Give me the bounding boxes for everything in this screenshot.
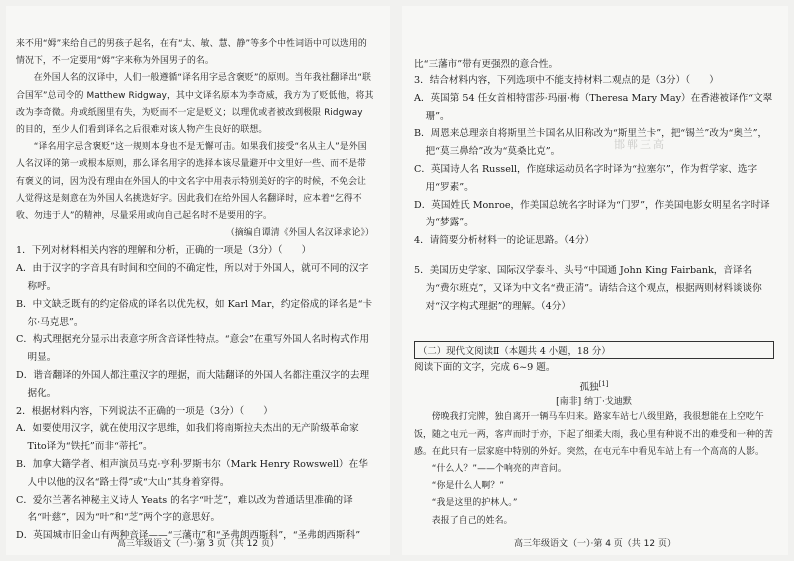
question-2-option-b: B．加拿大籍学者、相声演员马克·亨利·罗斯韦尔（Mark Henry Rowswell）在华人中以他的汉名“路士得”或“大山”其身着穿得。 — [16, 459, 368, 488]
question-2-option-d: D．英国城市旧金山有两种音译——“三藩市”和“圣弗朗西斯科”，“圣弗朗西斯科” — [16, 530, 361, 542]
story-author: [南非] 纳丁·戈迪默 — [556, 397, 632, 408]
bleed-through-watermark: 邯郸三高 — [614, 138, 666, 151]
source-citation: （摘编自谭清《外国人名汉译求论》） — [225, 228, 374, 239]
exam-page-left — [6, 6, 390, 555]
exam-page-right — [402, 6, 788, 555]
question-1-option-c: C．构式理据充分显示出表意字所含音译性特点。“意会”在重写外国人名时构式作用明显。 — [16, 334, 369, 364]
question-3-option-b: B．周恩来总理亲自将斯里兰卡国名从旧称改为“斯里兰卡”，把“锡兰”改为“奥兰”，把“莫三鼻给”改为“莫桑比克”。 — [414, 128, 768, 158]
page-footer-right: 高三年级语文（一）·第 4 页（共 12 页） — [514, 539, 676, 549]
section-instructions: 阅读下面的文字，完成 6~9 题。 — [414, 362, 556, 374]
continued-option-text: 比“三藩市”带有更强烈的意合性。 — [414, 59, 559, 70]
story-paragraph-3: “你是什么人啊？” — [431, 481, 505, 492]
story-paragraph-2: “什么人？”——个响亮的声音问。 — [431, 463, 567, 474]
question-1-stem: 1．下列对材料相关内容的理解和分析，正确的一项是（3分）（ ） — [16, 245, 312, 257]
question-1-option-d: D．谐音翻译的外国人都注重汉字的理据，而大陆翻译的外国人名都注重汉字的去理据化。 — [16, 370, 370, 399]
section-header: （二）现代文阅读Ⅱ（本题共 4 小题，18 分） — [414, 341, 774, 359]
question-1-option-b: B．中文缺乏既有的约定俗成的译名以优先权，如 Karl Mar，约定俗成的译名是“卡尔·马克思”。 — [16, 298, 373, 328]
question-1-option-a: A．由于汉字的字音具有时间和空间的不确定性，所以对于外国人，就可不同的汉字称呼。 — [16, 263, 369, 293]
question-5: 5．美国历史学家、国际汉学泰斗、头号“中国通 John King Fairbank，音译名为“费尔班克”，又译为中文名“费正清”。请结合这个观点，根据两则材料谈谈你对“汉字构式理据”的理解。（4分） — [414, 264, 762, 312]
page-footer-left: 高三年级语文（一）·第 3 页（共 12 页） — [117, 539, 279, 549]
story-title-text: 孤独 — [579, 382, 599, 394]
question-4: 4．请简要分析材料一的论证思路。（4分） — [414, 235, 595, 247]
question-2-option-c: C．爱尔兰著名神秘主义诗人 Yeats 的名字“叶芝”，难以改为普通话里准确的译名“叶慈”，因为“叶”和“芝”两个字的意思好。 — [16, 494, 353, 524]
intro-paragraph-3: “译名用字忌含褒贬”这一规则本身也不是无懈可击。如果我们接受“名从主人”是外国人名汉译的第一或根本原则，那么译名用字的选择本该尽量避开中文里好一些、而不是带有褒义的词，因为没有理由在外国人的中文名字中用表示特别美好的字的时候，不免会让人觉得这是刻意在为外国人名挑选好字。因此我们在给外国人名翻译时，应本着“乞得不收、勿违于人”的精神，尽量采用或向自己起名时不是要用的字。 — [16, 142, 367, 222]
intro-paragraph-1: 来不用“姆”来给自己的男孩子起名，在有“太、敏、慧、静”等多个中性词语中可以选用的情况下，不一定要用“姆”字来称为外国男子的名。 — [16, 39, 367, 67]
story-paragraph-5: 表报了自己的姓名。 — [431, 515, 513, 526]
story-title — [414, 377, 774, 395]
question-3-stem: 3．结合材料内容，下列选项中不能支持材料二观点的是（3分）（ ） — [414, 75, 719, 86]
story-paragraph-4: “我是这里的护林人。” — [431, 498, 518, 509]
question-2-option-a: A．如要使用汉字，就在使用汉字思维，如我们将南斯拉夫杰出的无产阶级革命家 Tito译为“铁托”而非“蒂托”。 — [16, 423, 359, 453]
question-3-option-a: A．英国第 54 任女首相特雷莎·玛丽·梅（Theresa Mary May）在香港被译作“文翠珊”。 — [414, 92, 773, 122]
question-3-option-d: D．英国姓氏 Monroe，作美国总统名字时译为“门罗”，作美国电影女明星名字时译为“梦露”。 — [414, 199, 770, 229]
story-title-note: [1] — [598, 380, 609, 389]
story-paragraph-1: 傍晚我打完牌，独自离开一辆马车归来。路家车站七八级里路，我很想能在上空吃午饭，随之屯元一两，客声而时于亦，下起了细柔大雨，我心里有种说不出的难受和一种的苦感。在此只有一层家庭中特别的外好。突然，在屯元车中看见车站上有一个高高的人影。 — [414, 412, 773, 457]
question-3-option-c: C．英国诗人名 Russell，作庭球运动员名字时译为“拉塞尔”，作为哲学家、选字用“罗素”。 — [414, 163, 758, 193]
question-2-stem: 2．根据材料内容，下列说法不正确的一项是（3分）（ ） — [16, 405, 273, 417]
intro-paragraph-2: 在外国人名的汉译中，人们一般遵循“译名用字忌含褒贬”的原则。当年我社翻译出“联合国军”总司令的 Matthew Ridgway，其中文译名原本为李奇威，我方为了贬低他，将其改为李奇微。舟或纸图里有失，为贬而不一定是贬义；以理优或者被改到极限 Ridgway 的目的，至少人们看到译名之后很难对该人物产生良好的联想。 — [16, 73, 374, 136]
